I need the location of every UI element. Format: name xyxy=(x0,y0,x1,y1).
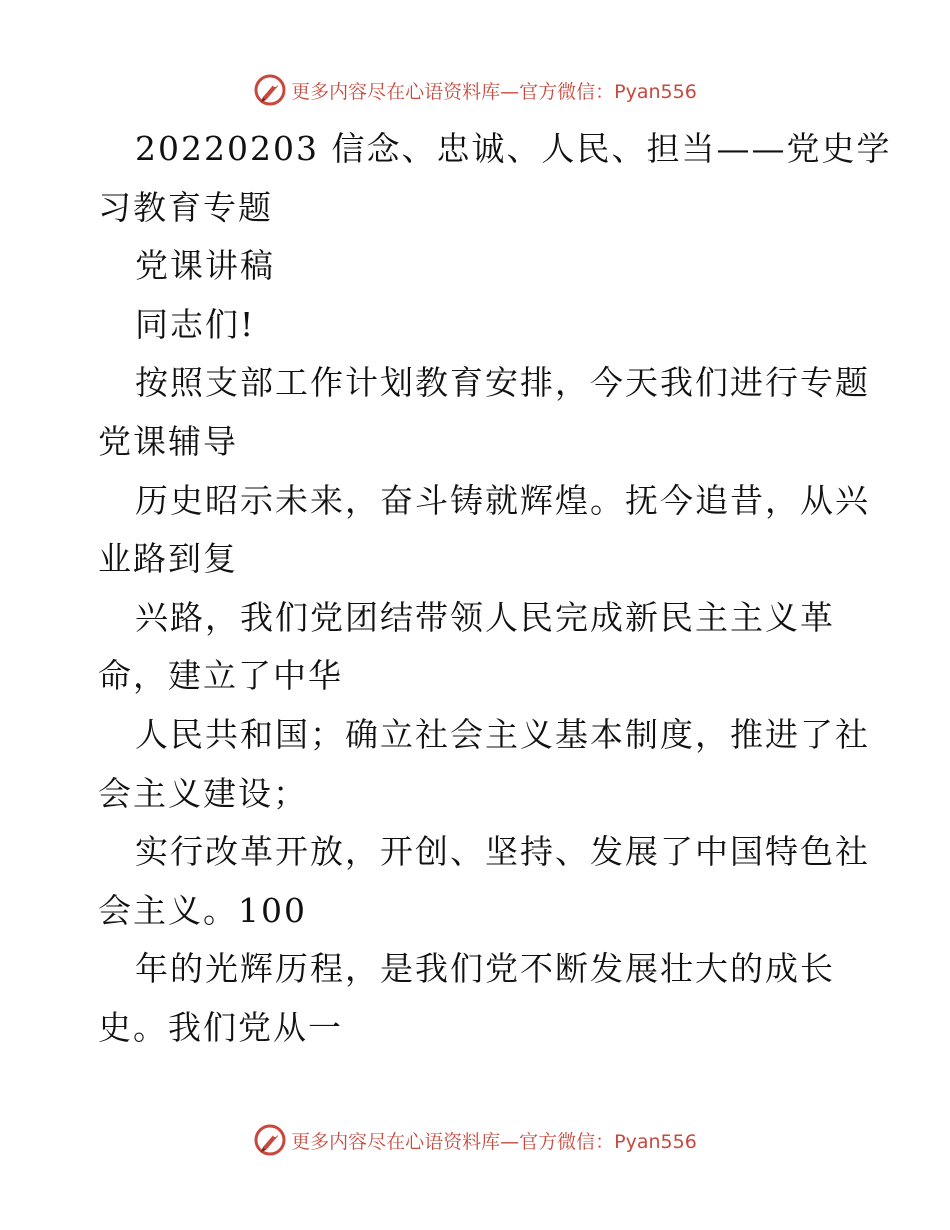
document-body xyxy=(98,120,892,1058)
watermark-text: 更多内容尽在心语资料库—官方微信：Pyan556 xyxy=(291,1130,697,1153)
text-line: 人民共和国；确立社会主义基本制度，推进了社 xyxy=(135,714,870,754)
pen-logo-icon xyxy=(253,1123,287,1157)
text-line: 习教育专题 xyxy=(98,187,273,227)
header-watermark xyxy=(0,70,950,110)
text-line: 实行改革开放，开创、坚持、发展了中国特色社 xyxy=(135,832,870,872)
text-line: 会主义建设； xyxy=(98,773,308,813)
footer-watermark xyxy=(0,1120,950,1160)
text-line: 党课讲稿 xyxy=(135,246,275,286)
text-line: 党课辅导 xyxy=(98,421,238,461)
text-line: 年的光辉历程，是我们党不断发展壮大的成长 xyxy=(135,949,835,989)
text-line: 按照支部工作计划教育安排，今天我们进行专题 xyxy=(135,363,870,403)
text-line: 20220203 信念、忠诚、人民、担当——党史学 xyxy=(135,129,892,168)
pen-logo-icon xyxy=(253,73,287,107)
text-line: 同志们! xyxy=(135,304,256,344)
text-line: 历史昭示未来，奋斗铸就辉煌。抚今追昔，从兴 xyxy=(135,480,870,520)
text-line: 命，建立了中华 xyxy=(98,656,343,696)
text-line: 史。我们党从一 xyxy=(98,1007,343,1047)
watermark-text: 更多内容尽在心语资料库—官方微信：Pyan556 xyxy=(291,80,697,103)
text-line: 兴路，我们党团结带领人民完成新民主主义革 xyxy=(135,597,835,637)
text-line: 业路到复 xyxy=(98,539,238,579)
text-line: 会主义。100 xyxy=(98,890,307,930)
